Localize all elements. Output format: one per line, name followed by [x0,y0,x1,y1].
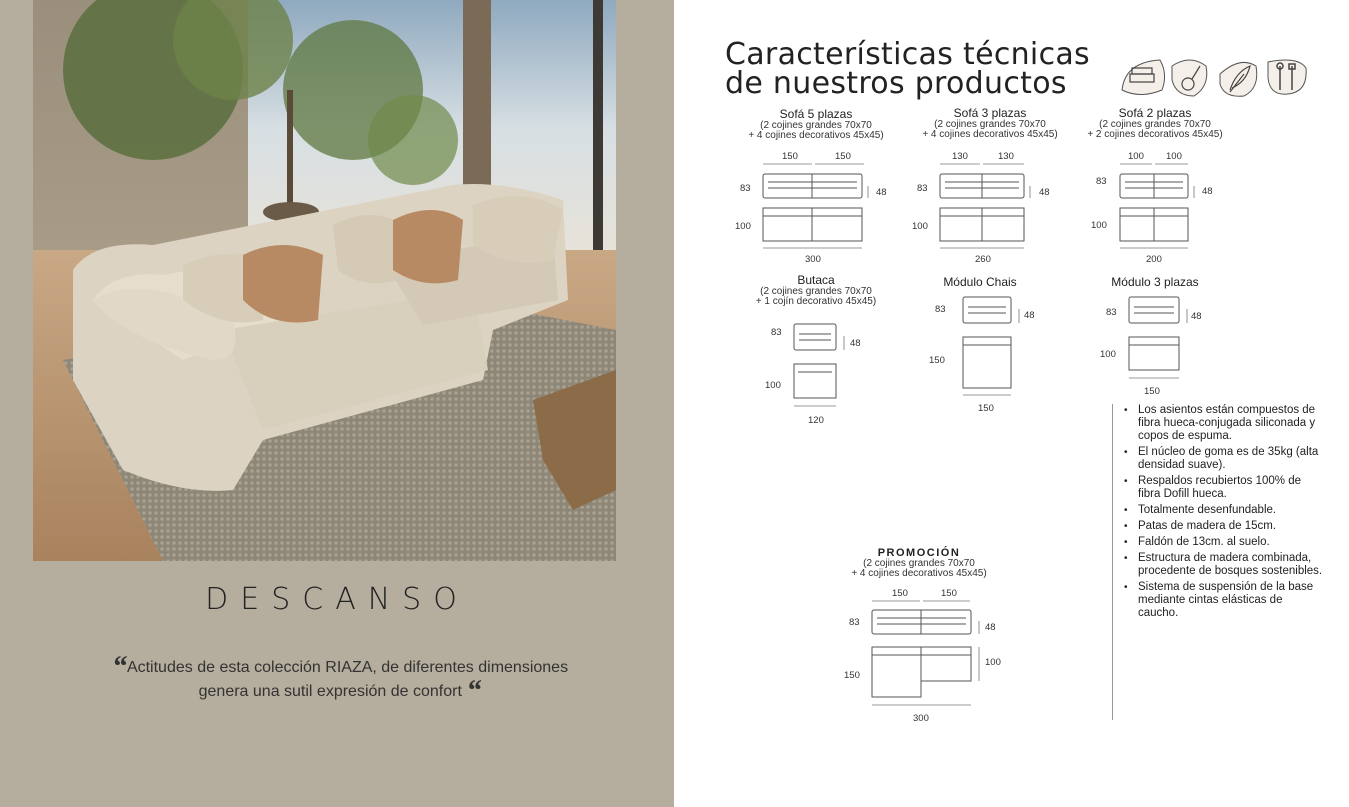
feature-item: • El núcleo de goma es de 35kg (alta densidad suave). [1138,446,1323,472]
feature-item: • Totalmente desenfundable. [1138,504,1323,517]
sofa-5-drawing [760,160,870,255]
product-desc-1: (2 cojines grandes 70x70 [863,558,975,569]
dim-seat: 48 [850,338,861,349]
dim-width-1: 100 [1128,151,1144,162]
dim-seat: 48 [876,187,887,198]
promocion-drawing [866,597,986,712]
dim-seat: 48 [1202,186,1213,197]
product-name: Sofá 2 plazas [1118,106,1192,120]
dim-total: 150 [1144,386,1160,397]
feature-icons [1120,54,1310,106]
dim-total: 300 [805,254,821,265]
product-sofa-5 [730,107,902,141]
dim-depth: 100 [1100,349,1116,360]
feature-item: • Sistema de suspensión de la base mediante cintas elásticas de caucho. [1138,581,1323,620]
dim-total: 300 [913,713,929,724]
quote-line-1: Actitudes de esta colección RIAZA, de diferentes dimensiones [126,659,569,676]
left-panel [0,0,674,807]
dim-height: 83 [935,304,946,315]
product-modulo-chais [930,275,1030,289]
dim-depth: 150 [844,670,860,681]
close-quote-mark: “ [466,674,482,707]
product-sofa-3 [900,106,1080,140]
open-quote-mark: “ [111,650,127,683]
sofa-3-drawing [936,160,1036,255]
dim-total: 120 [808,415,824,426]
page-title [725,37,1090,101]
dim-width-2: 130 [998,151,1014,162]
dim-seat: 48 [1024,310,1035,321]
dim-depth: 100 [765,380,781,391]
dim-width-2: 150 [835,151,851,162]
collection-quote [60,650,620,707]
dim-depth: 100 [1091,220,1107,231]
dim-height: 83 [771,327,782,338]
dim-depth: 100 [735,221,751,232]
sofa-2-drawing [1116,160,1196,255]
title-line-1: Características técnicas [725,37,1090,72]
features-list [1112,404,1323,720]
product-name: Módulo Chais [943,275,1017,289]
product-desc-2: + 2 cojines decorativos 45x45) [1087,129,1223,140]
feature-item: • Los asientos están compuestos de fibra hueca-conjugada siliconada y copos de espuma. [1138,404,1323,443]
product-name: Sofá 5 plazas [779,107,853,121]
dim-depth: 150 [929,355,945,366]
dim-height: 83 [917,183,928,194]
dim-seat: 48 [1039,187,1050,198]
product-name: PROMOCIÓN [877,547,961,559]
product-desc-2: + 4 cojines decorativos 45x45) [851,568,987,579]
dim-seat: 48 [985,622,996,633]
product-name: Módulo 3 plazas [1111,275,1199,289]
dim-width-1: 150 [782,151,798,162]
quote-line-2: genera una sutil expresión de confort [198,683,462,700]
dim-depth-chaise: 100 [985,657,1001,668]
feature-item: • Estructura de madera combinada, procedente de bosques sostenibles. [1138,552,1323,578]
feature-item: • Faldón de 13cm. al suelo. [1138,536,1323,549]
dim-total: 200 [1146,254,1162,265]
dim-total: 260 [975,254,991,265]
product-desc-1: (2 cojines grandes 70x70 [760,120,872,131]
dim-width-1: 150 [892,588,908,599]
dim-depth: 100 [912,221,928,232]
product-butaca [740,273,892,307]
product-desc-1: (2 cojines grandes 70x70 [1099,119,1211,130]
product-desc-1: (2 cojines grandes 70x70 [934,119,1046,130]
product-name: Butaca [797,273,835,287]
dim-height: 83 [849,617,860,628]
product-modulo-3 [1100,275,1210,289]
dim-width-2: 100 [1166,151,1182,162]
dim-width-2: 150 [941,588,957,599]
chais-drawing [957,293,1027,403]
feature-item: • Respaldos recubiertos 100% de fibra Dofill hueca. [1138,475,1323,501]
product-desc-2: + 1 cojín decorativo 45x45) [755,296,877,307]
dim-height: 83 [1096,176,1107,187]
modulo-3-drawing [1124,293,1204,383]
dim-width-1: 130 [952,151,968,162]
product-desc-2: + 4 cojines decorativos 45x45) [748,130,884,141]
collection-title: DESCANSO [205,582,469,617]
dim-total: 150 [978,403,994,414]
dim-seat: 48 [1191,311,1202,322]
dim-height: 83 [1106,307,1117,318]
title-line-2: de nuestros productos [725,66,1067,101]
sofa-photo [33,0,616,561]
product-name: Sofá 3 plazas [953,106,1027,120]
product-desc-2: + 4 cojines decorativos 45x45) [922,129,1058,140]
feature-item: • Patas de madera de 15cm. [1138,520,1323,533]
product-sofa-2 [1075,106,1235,140]
butaca-drawing [788,320,848,412]
product-desc-1: (2 cojines grandes 70x70 [760,286,872,297]
product-promocion [840,547,998,579]
dim-height: 83 [740,183,751,194]
